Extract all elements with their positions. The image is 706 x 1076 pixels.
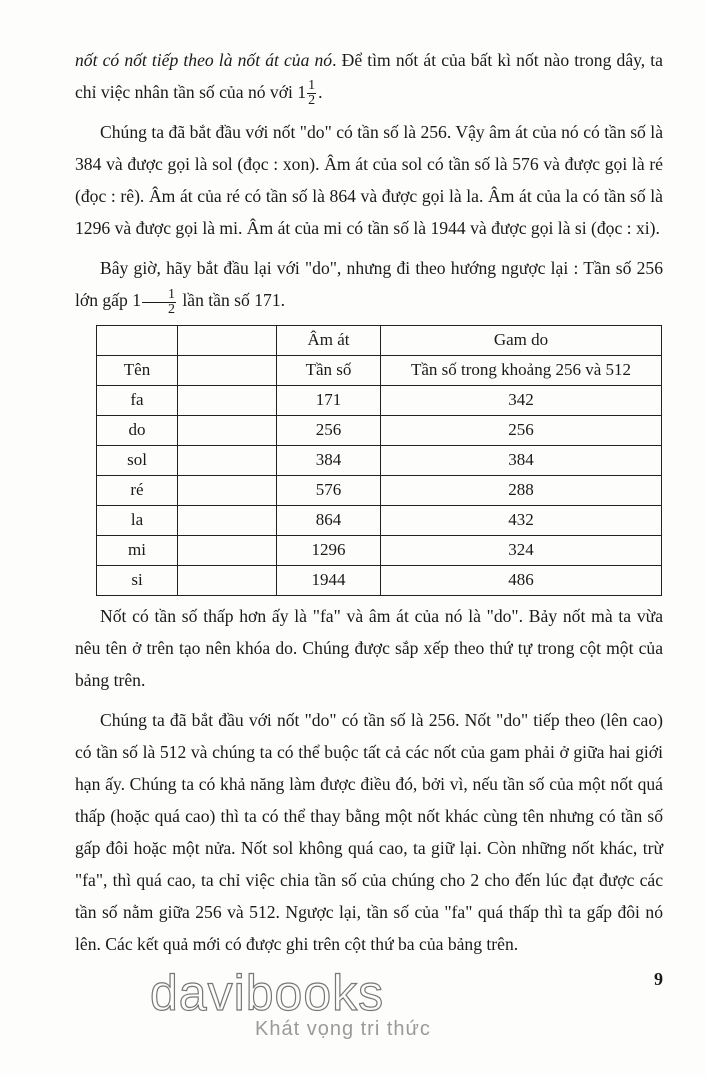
- table-header-row: [97, 355, 662, 385]
- note-name-cell: mi: [97, 535, 178, 565]
- scale-frequency-cell: 324: [381, 535, 662, 565]
- header-cell: [178, 355, 277, 385]
- scale-frequency-cell: 432: [381, 505, 662, 535]
- denominator: 2: [308, 93, 316, 109]
- note-name-cell: ré: [97, 475, 178, 505]
- note-name-cell: si: [97, 565, 178, 595]
- note-name-cell: sol: [97, 445, 178, 475]
- table-row: [97, 505, 662, 535]
- paragraph-4: Nốt có tần số thấp hơn ấy là "fa" và âm át của nó là "do". Bảy nốt mà ta vừa nêu tên ở trên tạo nên khóa do. Chúng được sắp xếp theo thứ tự trong cột một của bảng trên.: [75, 605, 663, 690]
- header-cell: Tần số trong khoảng 256 và 512: [381, 355, 662, 385]
- paragraph-5: Chúng ta đã bắt đầu với nốt "do" có tần số là 256. Nốt "do" tiếp theo (lên cao) có tần số là 512 và chúng ta có thể buộc tất cả các nốt của gam phải ở giữa hai giới hạn ấy. Chúng ta có khả năng làm được điều đó, bởi vì, nếu tần số của một nốt quá thấp (hoặc quá cao) thì ta có thể thay bằng một nốt khác cùng tên nhưng có tần số gấp đôi hoặc một nửa. Nốt sol không quá cao, ta giữ lại. Còn những nốt khác, trừ "fa", thì quá cao, ta chỉ việc chia tần số của chúng cho 2 cho đến lúc đạt được các tần số nằm giữa 256 và 512. Ngược lại, tần số của "fa" quá thấp thì ta gấp đôi nó lên. Các kết quả mới có được ghi trên cột thứ ba của bảng trên.: [75, 709, 663, 954]
- page-number: 9: [654, 968, 663, 989]
- note-name-cell: fa: [97, 385, 178, 415]
- dominant-frequency-cell: 576: [277, 475, 381, 505]
- header-cell: Gam do: [381, 325, 662, 355]
- header-cell: Tần số: [277, 355, 381, 385]
- empty-cell: [178, 445, 277, 475]
- empty-cell: [178, 415, 277, 445]
- numerator: 1: [142, 288, 176, 303]
- scale-frequency-cell: 342: [381, 385, 662, 415]
- frequency-table: [96, 325, 662, 596]
- empty-cell: [178, 385, 277, 415]
- dominant-frequency-cell: 864: [277, 505, 381, 535]
- header-cell: [97, 325, 178, 355]
- page-footer: [75, 964, 663, 1040]
- page-content: [75, 0, 663, 317]
- text: .: [318, 82, 323, 102]
- table-row: [97, 565, 662, 595]
- scale-frequency-cell: 384: [381, 445, 662, 475]
- italic-text: nốt có nốt tiếp theo là nốt át của nó: [75, 50, 333, 70]
- fraction: [142, 288, 176, 317]
- table-row: [97, 535, 662, 565]
- empty-cell: [178, 475, 277, 505]
- scale-frequency-cell: 486: [381, 565, 662, 595]
- paragraph-1: [75, 44, 663, 108]
- empty-cell: [178, 565, 277, 595]
- empty-cell: [178, 535, 277, 565]
- dominant-frequency-cell: 1296: [277, 535, 381, 565]
- text: . Để tìm nốt át của bất kì nốt nào trong dây, ta chỉ việc nhân tần số của nó với 1: [75, 50, 663, 102]
- dominant-frequency-cell: 256: [277, 415, 381, 445]
- denominator: 2: [168, 301, 175, 317]
- table-header-row: [97, 325, 662, 355]
- dominant-frequency-cell: 384: [277, 445, 381, 475]
- header-cell: [178, 325, 277, 355]
- watermark-logo: davibooks: [150, 964, 385, 1021]
- paragraph-2: Chúng ta đã bắt đầu với nốt "do" có tần số là 256. Vậy âm át của nó có tần số là 384 và được gọi là sol (đọc : xon). Âm át của sol có tần số là 576 và được gọi là ré (đọc : rê). Âm át của ré có tần số là 864 và được gọi là la. Âm át của la có tần số là 1296 và được gọi là mi. Âm át của mi có tần số là 1944 và được gọi là si (đọc : xi).: [75, 122, 663, 239]
- numerator: 1: [308, 78, 316, 94]
- table-row: [97, 415, 662, 445]
- table-row: [97, 475, 662, 505]
- fraction: [307, 79, 316, 108]
- header-cell: Tên: [97, 355, 178, 385]
- scale-frequency-cell: 288: [381, 475, 662, 505]
- page-content-lower: [75, 600, 663, 1040]
- paragraph-3: [75, 252, 663, 316]
- text: Bây giờ, hãy bắt đầu lại với "do", nhưng đi theo hướng ngược lại : Tần số 256 lớn gấp 1: [75, 258, 663, 311]
- scale-frequency-cell: 256: [381, 415, 662, 445]
- dominant-frequency-cell: 171: [277, 385, 381, 415]
- note-name-cell: la: [97, 505, 178, 535]
- watermark-slogan: Khát vọng tri thức: [255, 1017, 431, 1040]
- text: lần tần số 171.: [178, 290, 286, 311]
- note-name-cell: do: [97, 415, 178, 445]
- dominant-frequency-cell: 1944: [277, 565, 381, 595]
- table-row: [97, 445, 662, 475]
- empty-cell: [178, 505, 277, 535]
- header-cell: Âm át: [277, 325, 381, 355]
- table-row: [97, 385, 662, 415]
